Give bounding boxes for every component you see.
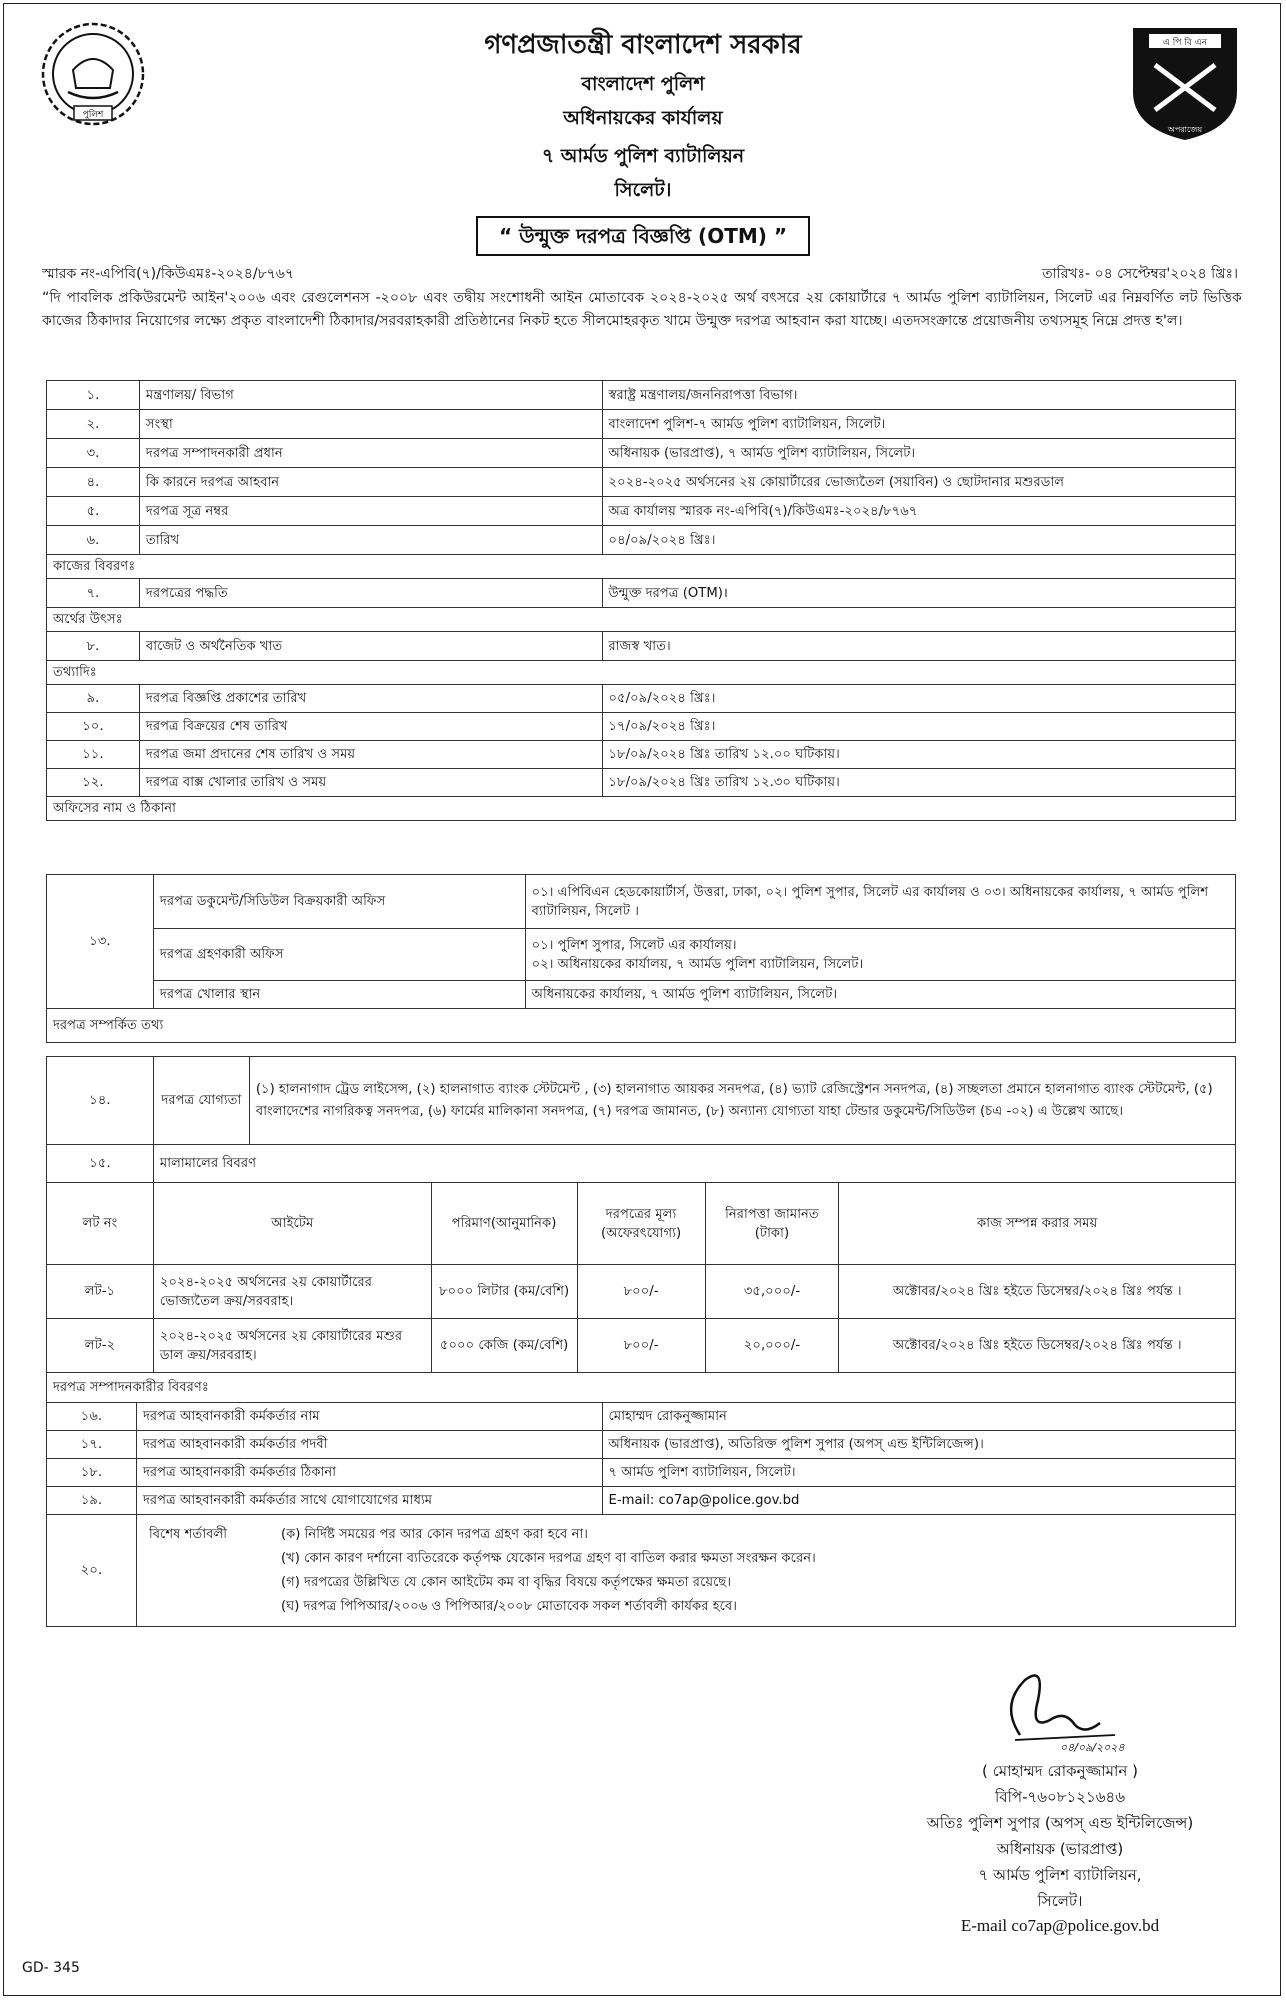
table-row bbox=[47, 526, 1236, 555]
table-row bbox=[47, 1057, 1236, 1145]
column-header: পরিমাণ(আনুমানিক) bbox=[431, 1183, 577, 1265]
signatory-designation: অতিঃ পুলিশ সুপার (অপস্ এন্ড ইন্টিলিজেন্স) bbox=[926, 1814, 1194, 1832]
reference-number: স্মারক নং-এপিবি(৭)/কিউএমঃ-২০২৪/৮৭৬৭ bbox=[42, 266, 294, 282]
table-row bbox=[47, 410, 1236, 439]
row-label: দরপত্র সম্পাদনকারী প্রধান bbox=[139, 439, 602, 468]
special-conditions-title: বিশেষ শর্তাবলী bbox=[148, 1526, 228, 1542]
row-number: ৬. bbox=[47, 526, 140, 555]
row-number: ১৮. bbox=[47, 1459, 137, 1487]
row-number: ৪. bbox=[47, 468, 140, 497]
info-table bbox=[46, 380, 1236, 821]
row-label: সংস্থা bbox=[139, 410, 602, 439]
row-label: দরপত্র বিজ্ঞপ্তি প্রকাশের তারিখ bbox=[139, 685, 602, 713]
right-logo-text: এ পি বি এন bbox=[1163, 38, 1207, 48]
section-row bbox=[47, 1373, 1236, 1403]
lots-header-row bbox=[47, 1183, 1236, 1265]
column-header: আইটেম bbox=[153, 1183, 431, 1265]
lot-security: ২০,০০০/- bbox=[705, 1319, 839, 1373]
lot-number: লট-১ bbox=[47, 1265, 154, 1319]
row-number: ১৯. bbox=[47, 1487, 137, 1515]
table-row bbox=[47, 929, 1236, 981]
section-row bbox=[47, 797, 1236, 821]
row-label: দরপত্র আহবানকারী কর্মকর্তার পদবী bbox=[136, 1431, 602, 1459]
row-label: দরপত্র আহবানকারী কর্মকর্তার নাম bbox=[136, 1403, 602, 1431]
police-title: বাংলাদেশ পুলিশ bbox=[581, 73, 705, 95]
row-value: বাংলাদেশ পুলিশ-৭ আর্মড পুলিশ ব্যাটালিয়ন, সিলেট। bbox=[602, 410, 1236, 439]
handwritten-signature bbox=[990, 1665, 1130, 1753]
left-logo-text: পুলিশ bbox=[82, 110, 104, 120]
table-row bbox=[47, 1515, 1236, 1627]
intro-paragraph: “দি পাবলিক প্রকিউরমেন্ট আইন'২০০৬ এবং রেগুলেশনস -২০০৮ এবং তদ্বীয় সংশোধনী আইন মোতাবেক ২০২৪-২০২৫ অর্থ বৎসরে ২য় কোয়ার্টারে ৭ আর্মড পুলিশ ব্যাটালিয়ন, সিলেট এর নিম্নবর্ণিত লট ভিত্তিক কাজের ঠিকাদার নিয়োগের লক্ষ্যে প্রকৃত বাংলাদেশী ঠিকাদার/সরবরাহকারী প্রতিষ্ঠানের নিকট হতে সীলমোহরকৃত খামে উন্মুক্ত দরপত্র আহবান করা যাচ্ছে। এতদসংক্রান্তে প্রয়োজনীয় তথ্যসমূহ নিম্নে প্রদত্ত হ'ল। bbox=[42, 290, 1242, 329]
lot-number: লট-২ bbox=[47, 1319, 154, 1373]
row-label: মালামালের বিবরণ bbox=[153, 1145, 1235, 1183]
row-label: দরপত্র ডকুমেন্ট/সিডিউল বিক্রয়কারী অফিস bbox=[153, 875, 525, 929]
section-title: অর্থের উৎসঃ bbox=[47, 608, 1236, 632]
row-label: দরপত্র বাক্স খোলার তারিখ ও সময় bbox=[139, 769, 602, 797]
office-title: অধিনায়কের কার্যালয় bbox=[563, 107, 723, 129]
lot-price: ৮০০/- bbox=[577, 1265, 705, 1319]
right-logo-motto: অপরাজেয় bbox=[1167, 125, 1203, 134]
table-row bbox=[47, 497, 1236, 526]
table-row bbox=[47, 685, 1236, 713]
row-label: কি কারনে দরপত্র আহবান bbox=[139, 468, 602, 497]
row-number: ১০. bbox=[47, 713, 140, 741]
signatory-unit: ৭ আর্মড পুলিশ ব্যাটালিয়ন, bbox=[978, 1866, 1142, 1884]
row-value: উন্মুক্ত দরপত্র (OTM)। bbox=[602, 579, 1236, 608]
row-value: (১) হালনাগাদ ট্রেড লাইসেন্স, (২) হালনাগাত ব্যাংক স্টেটমেন্ট , (৩) হালনাগাত আয়কর সনদপত্র, (৪) ভ্যাট রেজিস্ট্রেশন সনদপত্র, (৪) সচ্ছলতা প্রমানে হালনাগাত ব্যাংক স্টেটমেন্ট, (৫) বাংলাদেশের নাগরিকত্ব সনদপত্র, (৬) ফার্মের মালিকানা সনদপত্র, (৭) দরপত্র জামানত, (৮) অন্যান্য যোগ্যতা যাহা টেন্ডার ডকুমেন্ট/সিডিউল (চএ -০২) এ উল্লেখ আছে। bbox=[249, 1057, 1235, 1145]
row-value: ০৫/০৯/২০২৪ খ্রিঃ। bbox=[602, 685, 1236, 713]
row-label: তারিখ bbox=[139, 526, 602, 555]
table-row bbox=[47, 468, 1236, 497]
row-number: ২. bbox=[47, 410, 140, 439]
table-row bbox=[47, 1403, 1236, 1431]
table-row bbox=[47, 1459, 1236, 1487]
table-row bbox=[47, 713, 1236, 741]
row-value bbox=[525, 929, 1235, 981]
table-row bbox=[47, 741, 1236, 769]
row-label: দরপত্র আহবানকারী কর্মকর্তার সাথে যোগাযোগের মাধ্যম bbox=[136, 1487, 602, 1515]
condition-item: (ক) নির্দিষ্ট সময়ের পর আর কোন দরপত্র গ্রহণ করা হবে না। bbox=[280, 1526, 588, 1542]
row-number: ৫. bbox=[47, 497, 140, 526]
row-label: দরপত্র জমা প্রদানের শেষ তারিখ ও সময় bbox=[139, 741, 602, 769]
table-row bbox=[47, 439, 1236, 468]
row-number: ৭. bbox=[47, 579, 140, 608]
lot-item: ২০২৪-২০২৫ অর্থসনের ২য় কোয়ার্টারের মশুর ডাল ক্রয়/সরবরাহ। bbox=[153, 1319, 431, 1373]
eligibility-table bbox=[46, 1056, 1236, 1183]
column-header: কাজ সম্পন্ন করার সময় bbox=[839, 1183, 1236, 1265]
row-value: স্বরাষ্ট্র মন্ত্রণালয়/জননিরাপত্তা বিভাগ। bbox=[602, 381, 1236, 410]
row-value: ১৮/০৯/২০২৪ খ্রিঃ তারিখ ১২.০০ ঘটিকায়। bbox=[602, 741, 1236, 769]
battalion-title: ৭ আর্মড পুলিশ ব্যাটালিয়ন bbox=[541, 145, 745, 167]
row-label: মন্ত্রণালয়/ বিভাগ bbox=[139, 381, 602, 410]
section-row bbox=[47, 608, 1236, 632]
condition-item: (ঘ) দরপত্র পিপিআর/২০০৬ ও পিপিআর/২০০৮ মোতাবেক সকল শর্তাবলী কার্যকর হবে। bbox=[280, 1598, 737, 1614]
section-title: তথ্যাদিঃ bbox=[47, 661, 1236, 685]
row-value: ৭ আর্মড পুলিশ ব্যাটালিয়ন, সিলেট। bbox=[602, 1459, 1235, 1487]
row-number: ৮. bbox=[47, 632, 140, 661]
row-value: E-mail: co7ap@police.gov.bd bbox=[602, 1487, 1235, 1515]
row-value: মোহাম্মদ রোকনুজ্জামান bbox=[602, 1403, 1235, 1431]
row-number: ২০. bbox=[47, 1515, 137, 1627]
column-header: লট নং bbox=[47, 1183, 154, 1265]
row-number: ১৭. bbox=[47, 1431, 137, 1459]
row-number: ১. bbox=[47, 381, 140, 410]
section-row bbox=[47, 1009, 1236, 1043]
receiving-office-2: ০২। অধিনায়কের কার্যালয়, ৭ আর্মড পুলিশ ব্যাটালিয়ন, সিলেট। bbox=[531, 956, 864, 972]
table-row bbox=[47, 579, 1236, 608]
row-label: দরপত্র বিক্রয়ের শেষ তারিখ bbox=[139, 713, 602, 741]
receiving-office-1: ০১। পুলিশ সুপার, সিলেট এর কার্যালয়। bbox=[531, 937, 737, 953]
section-title: অফিসের নাম ও ঠিকানা bbox=[47, 797, 1236, 821]
section-row bbox=[47, 555, 1236, 579]
row-number: ১৩. bbox=[47, 875, 154, 1009]
row-label: দরপত্রের পদ্ধতি bbox=[139, 579, 602, 608]
footer-code: GD- 345 bbox=[22, 1960, 80, 1976]
row-number: ১৪. bbox=[47, 1057, 154, 1145]
row-number: ১১. bbox=[47, 741, 140, 769]
row-label: দরপত্র যোগ্যতা bbox=[153, 1057, 249, 1145]
lots-table bbox=[46, 1182, 1236, 1403]
section-title: দরপত্র সম্পাদনকারীর বিবরণঃ bbox=[47, 1373, 1236, 1403]
row-number: ১৫. bbox=[47, 1145, 154, 1183]
table-row bbox=[47, 1145, 1236, 1183]
lot-time: অক্টোবর/২০২৪ খ্রিঃ হইতে ডিসেম্বর/২০২৪ খ্রিঃ পর্যন্ত । bbox=[839, 1265, 1236, 1319]
signatory-role: অধিনায়ক (ভারপ্রাপ্ত) bbox=[996, 1840, 1124, 1858]
notice-title: “ উন্মুক্ত দরপত্র বিজ্ঞপ্তি (OTM) ” bbox=[476, 216, 810, 256]
section-title: কাজের বিবরণঃ bbox=[47, 555, 1236, 579]
lot-quantity: ৮০০০ লিটার (কম/বেশি) bbox=[431, 1265, 577, 1319]
row-value: ১৭/০৯/২০২৪ খ্রিঃ। bbox=[602, 713, 1236, 741]
row-value: রাজস্ব খাত। bbox=[602, 632, 1236, 661]
table-row bbox=[47, 1487, 1236, 1515]
row-value: অত্র কার্যালয় স্মারক নং-এপিবি(৭)/কিউএমঃ-২০২৪/৮৭৬৭ bbox=[602, 497, 1236, 526]
row-value: ০৪/০৯/২০২৪ খ্রিঃ। bbox=[602, 526, 1236, 555]
column-header: নিরাপত্তা জামানত (টাকা) bbox=[705, 1183, 839, 1265]
table-row bbox=[47, 875, 1236, 929]
signatory-bp: বিপি-৭৬০৮১২১৬৪৬ bbox=[995, 1788, 1125, 1806]
government-title: গণপ্রজাতন্ত্রী বাংলাদেশ সরকার bbox=[484, 30, 802, 60]
table-row bbox=[47, 632, 1236, 661]
condition-item: (খ) কোন কারণ দর্শানো ব্যতিরেকে কর্তৃপক্ষ যেকোন দরপত্র গ্রহণ বা বাতিল করার ক্ষমতা সংরক্ষন করেন। bbox=[280, 1550, 816, 1566]
section-row bbox=[47, 661, 1236, 685]
signature-date: ০৪/০৯/২০২৪ bbox=[1060, 1741, 1125, 1753]
officer-table bbox=[46, 1402, 1236, 1627]
table-row bbox=[47, 769, 1236, 797]
office-table bbox=[46, 874, 1236, 1043]
lot-security: ৩৫,০০০/- bbox=[705, 1265, 839, 1319]
row-number: ৩. bbox=[47, 439, 140, 468]
row-number: ১৬. bbox=[47, 1403, 137, 1431]
lot-quantity: ৫০০০ কেজি (কম/বেশি) bbox=[431, 1319, 577, 1373]
column-header: দরপত্রের মূল্য (অফেরৎযোগ্য) bbox=[577, 1183, 705, 1265]
notice-date: তারিখঃ- ০৪ সেপ্টেম্বর'২০২৪ খ্রিঃ। bbox=[1042, 266, 1238, 282]
lot-row bbox=[47, 1265, 1236, 1319]
signatory-email: E-mail co7ap@police.gov.bd bbox=[960, 1916, 1160, 1935]
signatory-name: ( মোহাম্মদ রোকনুজ্জামান ) bbox=[982, 1762, 1138, 1780]
table-row bbox=[47, 381, 1236, 410]
table-row bbox=[47, 981, 1236, 1009]
row-label: বাজেট ও অর্থনৈতিক খাত bbox=[139, 632, 602, 661]
row-number: ৯. bbox=[47, 685, 140, 713]
row-value: ১৮/০৯/২০২৪ খ্রিঃ তারিখ ১২.৩০ ঘটিকায়। bbox=[602, 769, 1236, 797]
row-value: অধিনায়ক (ভারপ্রাপ্ত), ৭ আর্মড পুলিশ ব্যাটালিয়ন, সিলেট। bbox=[602, 439, 1236, 468]
lot-time: অক্টোবর/২০২৪ খ্রিঃ হইতে ডিসেম্বর/২০২৪ খ্রিঃ পর্যন্ত । bbox=[839, 1319, 1236, 1373]
city-title: সিলেট। bbox=[614, 179, 672, 201]
lot-row bbox=[47, 1319, 1236, 1373]
lot-item: ২০২৪-২০২৫ অর্থসনের ২য় কোয়ার্টারের ভোজ্যতৈল ক্রয়/সরবরাহ। bbox=[153, 1265, 431, 1319]
row-number: ১২. bbox=[47, 769, 140, 797]
row-value: অধিনায়কের কার্যালয়, ৭ আর্মড পুলিশ ব্যাটালিয়ন, সিলেট। bbox=[525, 981, 1235, 1009]
row-value: ২০২৪-২০২৫ অর্থসনের ২য় কোয়ার্টারের ভোজ্যতৈল (সয়াবিন) ও ছোটদানার মশুরডাল bbox=[602, 468, 1236, 497]
row-value: অধিনায়ক (ভারপ্রাপ্ত), অতিরিক্ত পুলিশ সুপার (অপস্ এন্ড ইন্টিলিজেন্স)। bbox=[602, 1431, 1235, 1459]
special-conditions bbox=[136, 1515, 1235, 1627]
signatory-city: সিলেট। bbox=[1037, 1892, 1083, 1910]
row-label: দরপত্র গ্রহণকারী অফিস bbox=[153, 929, 525, 981]
condition-item: (গ) দরপত্রের উল্লিখিত যে কোন আইটেম কম বা বৃদ্ধির বিষয়ে কর্তৃপক্ষের ক্ষমতা রয়েছে। bbox=[280, 1574, 732, 1590]
row-label: দরপত্র আহবানকারী কর্মকর্তার ঠিকানা bbox=[136, 1459, 602, 1487]
table-row bbox=[47, 1431, 1236, 1459]
lot-price: ৮০০/- bbox=[577, 1319, 705, 1373]
section-title: দরপত্র সম্পর্কিত তথ্য bbox=[47, 1009, 1236, 1043]
row-value: ০১। এপিবিএন হেডকোয়ার্টার্স, উত্তরা, ঢাকা, ০২। পুলিশ সুপার, সিলেট এর কার্যালয় ও ০৩। অধিনায়কের কার্যালয়, ৭ আর্মড পুলিশ ব্যাটালিয়ন, সিলেট । bbox=[525, 875, 1235, 929]
row-label: দরপত্র সূত্র নম্বর bbox=[139, 497, 602, 526]
row-label: দরপত্র খোলার স্থান bbox=[153, 981, 525, 1009]
